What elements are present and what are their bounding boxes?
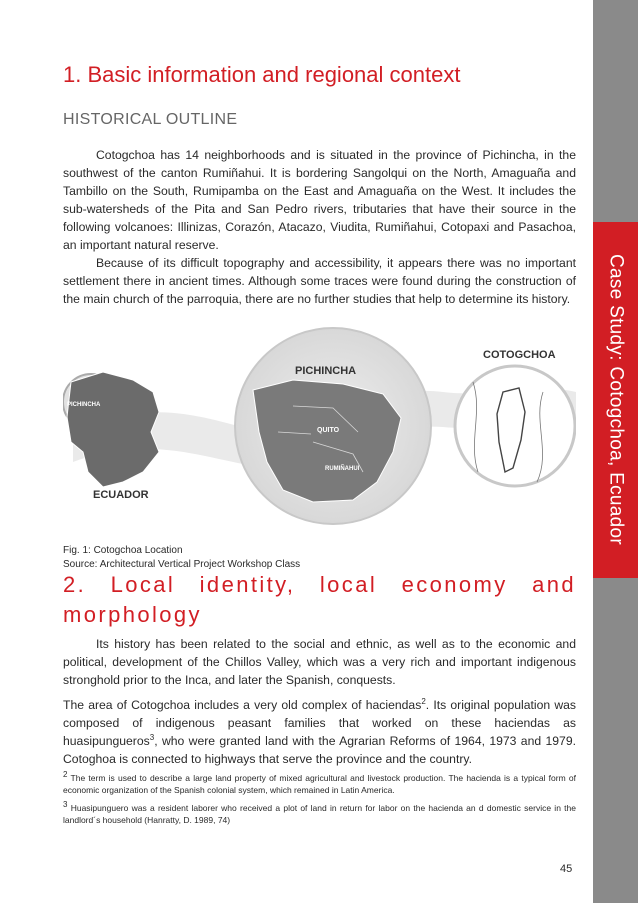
section-2-paragraph-2 <box>63 696 576 768</box>
label-ecuador: ECUADOR <box>93 489 149 501</box>
footnote-3-text: Huasipunguero was a resident laborer who received a plot of land in return for labor on the hacienda an d domestic service in the landlord´s household (Hanratty, D. 1989, 74) <box>63 803 576 825</box>
section-1-title: 1. Basic information and regional context <box>63 62 461 87</box>
section-2-title: 2. Local identity, local economy and morphology <box>63 572 576 627</box>
label-pichincha: PICHINCHA <box>295 365 357 377</box>
footnote-2-mark: 2 <box>63 770 68 780</box>
section-1-subtitle: HISTORICAL OUTLINE <box>63 111 238 128</box>
footnote-3-mark: 3 <box>63 800 68 810</box>
label-cotogchoa: COTOGCHOA <box>483 349 556 361</box>
section-1-paragraph-1: Cotogchoa has 14 neighborhoods and is situated in the province of Pichincha, in the southwest of the canton Rumiñahui. It is bordering Sangolqui on the North, Amaguaña and Tambillo on the South, Rumipamba on the East and Amaguaña on the West. It includes the sub-watersheds of the Pita and San Pedro rivers, tributaries that have their source in the following volcanoes: Illinizas, Corazón, Atacazo, Viudita, Rumiñahui, Cotopaxi and Pasachoa, an important natural reserve. <box>63 148 576 252</box>
footnote-2-text: The term is used to describe a large land property of mixed agricultural and livestock production. The hacienda is a typical form of economic organization of the Spanish colonial system, which remained in Latin America. <box>63 773 576 795</box>
section-2-paragraph-1: Its history has been related to the social and ethnic, as well as to the economic and political, development of the Chillos Valley, which was a very rich and important indigenous stronghold prior to the Inca, and later the Spanish, conquests. <box>63 637 576 687</box>
footnote-2 <box>63 772 576 796</box>
footnote-ref-2: 2 <box>421 696 426 706</box>
p2-part3: , who were granted land with the Agrarian Reforms of 1964, 1973 and 1979. Cotoghoa is connected to highways that serve the province and the country. <box>63 734 576 766</box>
section-1-paragraph-2: Because of its difficult topography and accessibility, it appears there was no important settlement there in ancient times. Although some traces were found during the construction of the main church of the parroquia, there are no further studies that help to determine its history. <box>63 256 576 306</box>
footnote-3 <box>63 802 576 826</box>
footnote-ref-3: 3 <box>149 732 155 742</box>
caption-source: Source: Architectural Vertical Project Workshop Class <box>63 558 301 570</box>
label-quito: QUITO <box>317 427 340 434</box>
label-ruminahui: RUMIÑAHUI <box>325 466 360 472</box>
label-pichincha-small: PICHINCHA <box>67 402 101 408</box>
caption-title: Fig. 1: Cotogchoa Location <box>63 545 183 556</box>
page-number: 45 <box>560 863 573 875</box>
p2-part2: . Its original population was composed of indigenous peasant families that worked on these haciendas as huasipungueros <box>63 698 576 748</box>
p2-part1: The area of Cotogchoa includes a very old complex of haciendas <box>63 698 422 712</box>
sidebar-label: Case Study: Cotogchoa, Ecuador <box>605 254 627 546</box>
location-map-figure <box>63 322 576 534</box>
figure-caption <box>63 544 300 571</box>
